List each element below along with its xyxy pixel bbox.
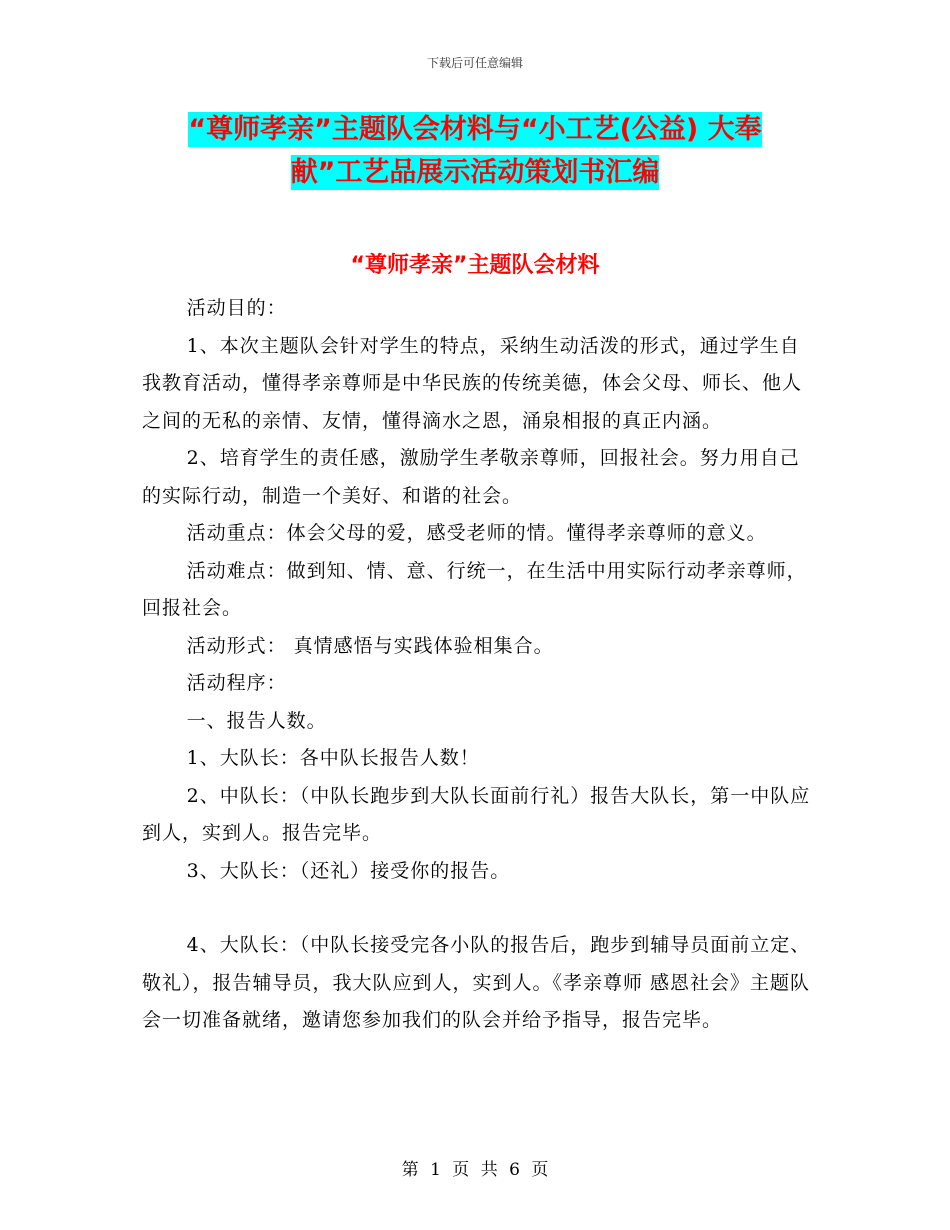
- page-label-mid: 页: [452, 1160, 470, 1180]
- document-body: [142, 290, 812, 1040]
- paragraph: 活动重点：体会父母的爱，感受老师的情。懂得孝亲尊师的意义。: [186, 522, 767, 544]
- document-title-line-1: [0, 114, 950, 146]
- paragraph: 活动目的：: [186, 297, 287, 319]
- document-title-text-2: 献”工艺品展示活动策划书汇编: [290, 157, 660, 188]
- page-label-suffix: 页: [531, 1160, 549, 1180]
- paragraph: 4、大队长：（中队长接受完各小队的报告后，跑步到辅导员面前立定、敬礼），报告辅导员，我大队应到人，实到人。《孝亲尊师 感恩社会》主题队会一切准备就绪，邀请您参加我们的队会并给予指导，报告完毕。: [142, 934, 811, 1031]
- header-note: 下载后可任意编辑: [426, 56, 523, 70]
- section-title: “尊师孝亲”主题队会材料: [350, 253, 600, 278]
- page-label-prefix: 第: [401, 1160, 419, 1180]
- paragraph: 3、大队长：（还礼）接受你的报告。: [186, 859, 511, 882]
- paragraph: 2、中队长：（中队长跑步到大队长面前行礼）报告大队长，第一中队应到人，实到人。报告完毕。: [142, 784, 811, 844]
- page-current-number: 1: [430, 1160, 441, 1180]
- paragraph: 一、报告人数。: [186, 709, 327, 732]
- paragraph: 活动难点：做到知、情、意、行统一，在生活中用实际行动孝亲尊师，回报社会。: [142, 559, 807, 619]
- paragraph: 2、培育学生的责任感，激励学生孝敬亲尊师，回报社会。努力用自己的实际行动，制造一个美好、和谐的社会。: [142, 447, 800, 507]
- page-footer: [0, 1155, 950, 1180]
- document-title-line-2: [0, 157, 950, 189]
- paragraph: 活动程序：: [186, 672, 287, 694]
- paragraph: 活动形式： 真情感悟与实践体验相集合。: [186, 634, 554, 657]
- page-label-total-prefix: 共: [480, 1160, 498, 1180]
- paragraph: 1、本次主题队会针对学生的特点，采纳生动活泼的形式，通过学生自我教育活动，懂得孝亲尊师是中华民族的传统美德，体会父母、师长、他人之间的无私的亲情、友情，懂得滴水之恩，涌泉相报的真正内涵。: [142, 334, 803, 432]
- page-total-number: 6: [509, 1160, 520, 1180]
- paragraph: 1、大队长：各中队长报告人数！: [186, 747, 480, 769]
- document-title-text-1: “尊师孝亲”主题队会材料与“小工艺(公益) 大奉: [188, 114, 762, 145]
